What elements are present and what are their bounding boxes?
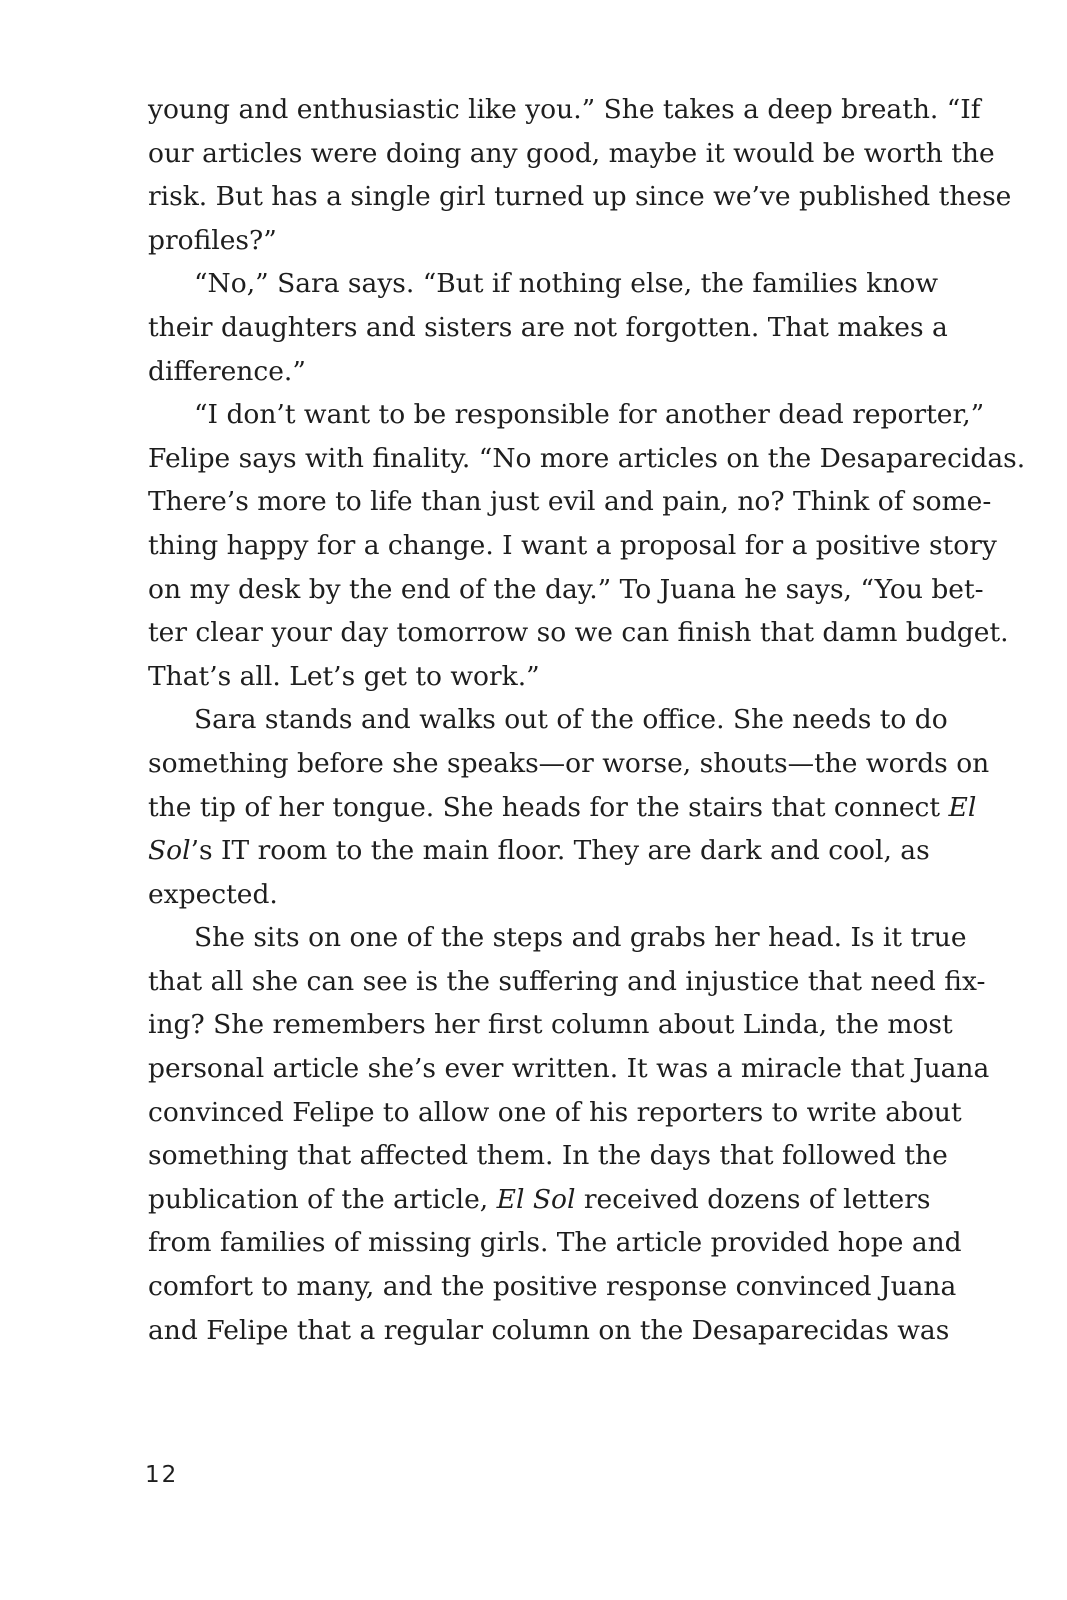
- text-line: thing happy for a change. I want a proposal for a positive story: [148, 529, 997, 561]
- text-line: Sol’s IT room to the main floor. They are dark and cool, as: [148, 835, 930, 867]
- text-line: the tip of her tongue. She heads for the stairs that connect El: [148, 791, 977, 823]
- paragraph-start-line: “I don’t want to be responsible for another dead reporter,”: [194, 399, 985, 431]
- text-line: risk. But has a single girl turned up since we’ve published these: [148, 181, 1012, 213]
- text-line: That’s all. Let’s get to work.”: [148, 660, 540, 692]
- text-line: There’s more to life than just evil and pain, no? Think of some-: [148, 486, 992, 518]
- newspaper-name-italic: Sol: [148, 835, 191, 867]
- text-line: difference.”: [148, 355, 306, 387]
- text-line: expected.: [148, 878, 278, 910]
- text-line: publication of the article, El Sol received dozens of letters: [148, 1183, 931, 1215]
- newspaper-name-italic: El: [948, 791, 977, 823]
- text-line: profiles?”: [148, 224, 277, 256]
- text-line: Felipe says with finality. “No more articles on the Desaparecidas.: [148, 442, 1026, 474]
- text-line: ing? She remembers her first column about Linda, the most: [148, 1009, 953, 1041]
- paragraph-start-line: Sara stands and walks out of the office. She needs to do: [194, 704, 948, 736]
- text-line: something before she speaks—or worse, shouts—the words on: [148, 747, 990, 779]
- page-number: 12: [145, 1462, 179, 1488]
- body-text: [148, 88, 1026, 1352]
- text-line: from families of missing girls. The article provided hope and: [148, 1227, 962, 1259]
- text-line: something that affected them. In the days that followed the: [148, 1140, 948, 1172]
- text-line: that all she can see is the suffering and injustice that need fix-: [148, 965, 986, 997]
- text-line: and Felipe that a regular column on the Desaparecidas was: [148, 1314, 950, 1346]
- text-line: their daughters and sisters are not forgotten. That makes a: [148, 311, 948, 343]
- text-line: on my desk by the end of the day.” To Juana he says, “You bet-: [148, 573, 984, 605]
- paragraph-start-line: “No,” Sara says. “But if nothing else, the families know: [194, 268, 939, 300]
- newspaper-name-italic: El Sol: [496, 1183, 576, 1215]
- paragraph-start-line: She sits on one of the steps and grabs her head. Is it true: [194, 922, 967, 954]
- text-line: comfort to many, and the positive response convinced Juana: [148, 1271, 957, 1303]
- text-line: personal article she’s ever written. It was a miracle that Juana: [148, 1053, 990, 1085]
- text-line: young and enthusiastic like you.” She takes a deep breath. “If: [148, 94, 981, 125]
- text-line: our articles were doing any good, maybe it would be worth the: [148, 137, 995, 169]
- text-line: convinced Felipe to allow one of his reporters to write about: [148, 1096, 962, 1128]
- text-line: ter clear your day tomorrow so we can finish that damn budget.: [148, 617, 1009, 649]
